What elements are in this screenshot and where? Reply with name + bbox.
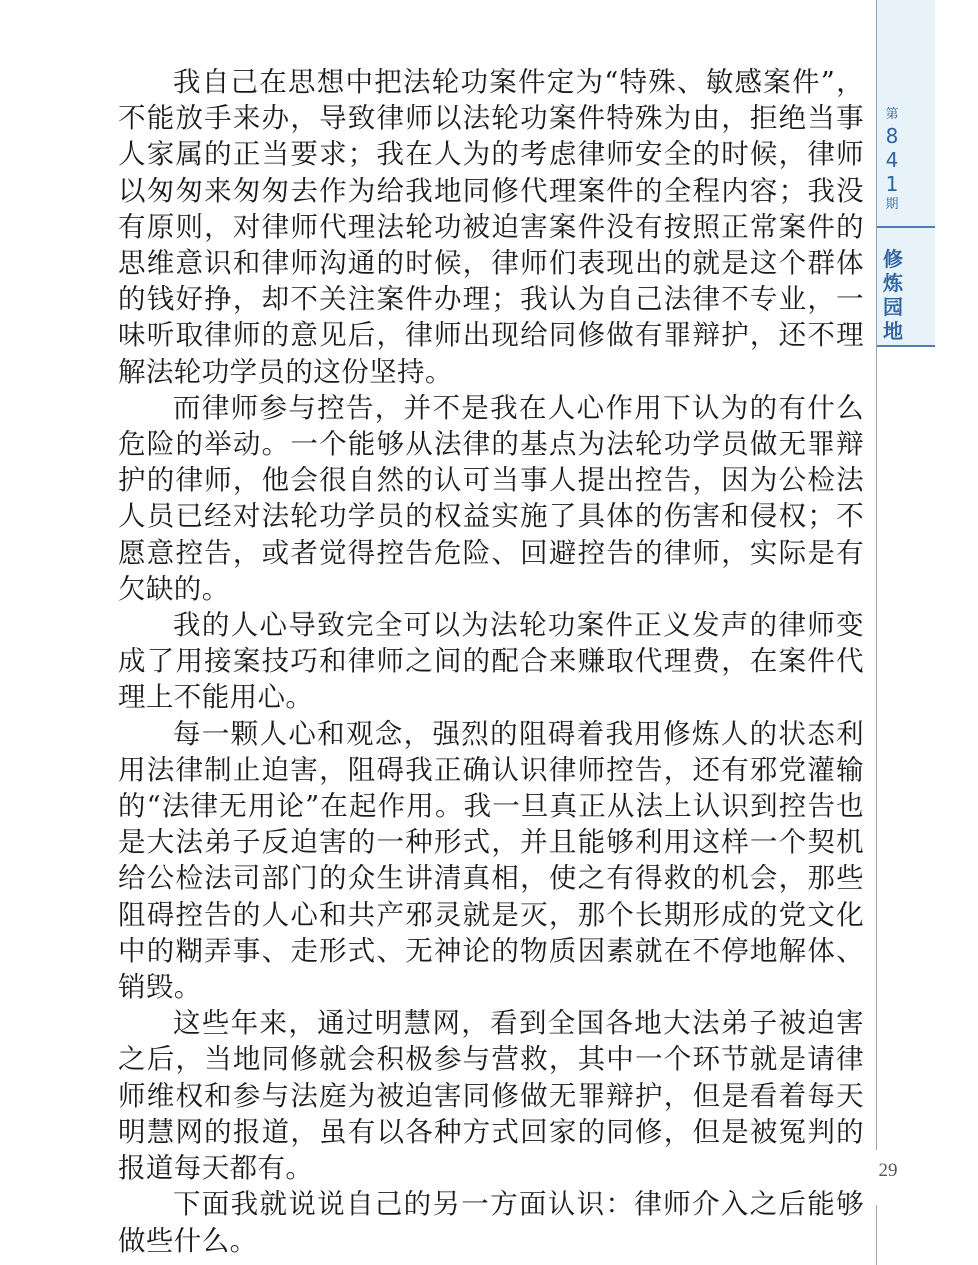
issue-prefix: 第 [885,107,899,122]
paragraph: 我的人心导致完全可以为法轮功案件正义发声的律师变成了用接案技巧和律师之间的配合来赚取代理费，在案件代理上不能用心。 [118,609,864,714]
section-char: 炼 [883,271,903,295]
sidebar-divider [877,226,935,228]
paragraph: 下面我就说说自己的另一方面认识：律师介入之后能够做些什么。 [118,1188,864,1257]
sidebar-divider [877,345,935,347]
paragraph: 这些年来，通过明慧网，看到全国各地大法弟子被迫害之后，当地同修就会积极参与营救，其中一个环节就是请律师维权和参与法庭为被迫害同修做无罪辩护，但是看着每天明慧网的报道，虽有以各种方式回家的同修，但是被冤判的报道每天都有。 [118,1007,864,1185]
section-char: 园 [883,295,903,319]
issue-number [877,106,907,214]
section-char: 地 [883,319,903,343]
issue-digit: 4 [885,148,899,172]
margin-rule-bottom [876,1205,877,1265]
issue-suffix: 期 [885,197,899,212]
paragraph: 我自己在思想中把法轮功案件定为“特殊、敏感案件”，不能放手来办，导致律师以法轮功案件特殊为由，拒绝当事人家属的正当要求；我在人为的考虑律师安全的时候，律师以匆匆来匆匆去作为给我地同修代理案件的全程内容；我没有原则，对律师代理法轮功被迫害案件没有按照正常案件的思维意识和律师沟通的时候，律师们表现出的就是这个群体的钱好挣，却不关注案件办理；我认为自己法律不专业，一味听取律师的意见后，律师出现给同修做有罪辩护，还不理解法轮功学员的这份坚持。 [118,66,864,388]
paragraph: 而律师参与控告，并不是我在人心作用下认为的有什么危险的举动。一个能够从法律的基点为法轮功学员做无罪辩护的律师，他会很自然的认可当事人提出控告，因为公检法人员已经对法轮功学员的权益实施了具体的伤害和侵权；不愿意控告，或者觉得控告危险、回避控告的律师，实际是有欠缺的。 [118,391,864,605]
issue-digit: 1 [885,172,899,196]
page-number: 29 [878,1160,898,1181]
paragraph: 每一颗人心和观念，强烈的阻碍着我用修炼人的状态利用法律制止迫害，阻碍我正确认识律师控告，还有邪党灌输的“法律无用论”在起作用。我一旦真正从法上认识到控告也是大法弟子反迫害的一种形式，并且能够利用这样一个契机给公检法司部门的众生讲清真相，使之有得救的机会，那些阻碍控告的人心和共产邪灵就是灭，那个长期形成的党文化中的糊弄事、走形式、无神论的物质因素就在不停地解体、销毁。 [118,717,864,1004]
issue-digit: 8 [885,124,899,148]
section-char: 修 [883,247,903,271]
section-title [879,247,907,343]
article-body [118,64,864,1259]
